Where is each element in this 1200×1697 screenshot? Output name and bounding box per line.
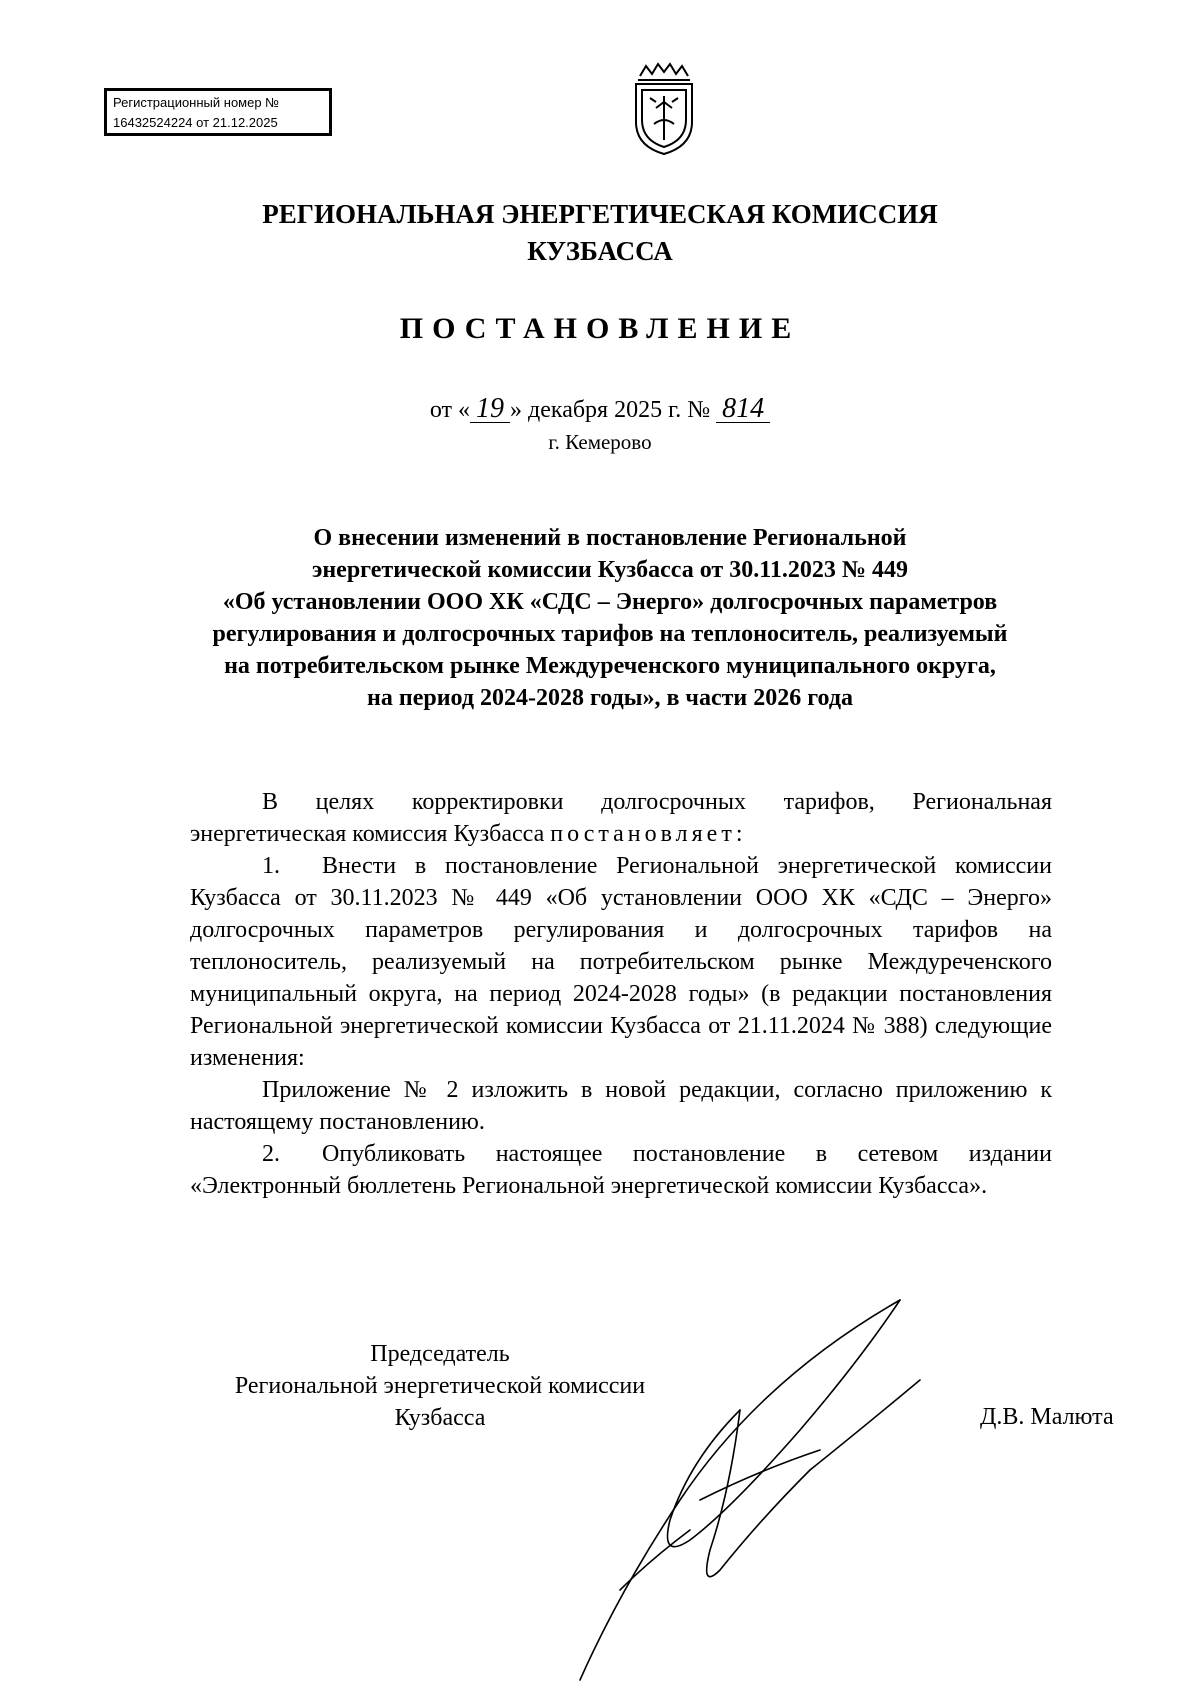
document-type-title: ПОСТАНОВЛЕНИЕ — [399, 312, 801, 345]
signatory-title-line2: Региональной энергетической комиссии — [234, 1373, 646, 1399]
subject-line: энергетической комиссии Кузбасса от 30.11.2023 № 449 — [311, 557, 909, 583]
signatory-title-line3: Кузбасса — [394, 1405, 486, 1431]
body-item-1-sub: Приложение № 2 изложить в новой редакции, согласно приложению к настоящему постановлению. — [190, 1077, 1052, 1135]
date-month-year: » декабря 2025 г. № — [510, 397, 711, 423]
document-city: г. Кемерово — [548, 430, 652, 454]
subject-line: О внесении изменений в постановление Региональной — [313, 525, 907, 551]
item-2-text: Опубликовать настоящее постановление в сетевом издании «Электронный бюллетень Региональной энергетической комиссии Кузбасса». — [190, 1141, 1052, 1199]
body-item-1 — [190, 850, 1052, 1074]
item-1-text: Внести в постановление Региональной энергетической комиссии Кузбасса от 30.11.2023 № 449 «Об установлении ООО ХК «СДС – Энерго» долгосрочных параметров регулирования и долгосрочных тарифов на теплоноситель, реализуемый на потребительском рынке Междуреченского муниципальный округа, на период 2024-2028 годы» (в редакции постановления Региональной энергетической комиссии Кузбасса от 21.11.2024 № 388) следующие изменения: — [190, 853, 1052, 1071]
signatory-name: Д.В. Малюта — [980, 1404, 1114, 1430]
kuzbass-coat-of-arms-icon — [626, 62, 702, 158]
document-subject — [150, 522, 1070, 714]
registration-number-label: Регистрационный номер № — [113, 95, 280, 110]
body-intro — [190, 786, 1052, 850]
intro-decree-word: постановляет: — [550, 821, 747, 847]
handwritten-signature — [560, 1290, 1000, 1690]
agency-name-line2: КУЗБАССА — [527, 236, 673, 266]
registration-stamp — [104, 88, 332, 136]
item-1-number: 1. — [262, 853, 280, 879]
document-number-handwritten: 814 — [716, 396, 770, 423]
body-item-2 — [190, 1138, 1052, 1202]
subject-line: регулирования и долгосрочных тарифов на теплоноситель, реализуемый — [212, 621, 1008, 647]
signatory-title-line1: Председатель — [370, 1341, 510, 1367]
item-2-number: 2. — [262, 1141, 280, 1167]
intro-text: В целях корректировки долгосрочных тарифов, Региональная энергетическая комиссия Кузбасса — [190, 789, 1052, 847]
date-prefix: от « — [429, 397, 471, 423]
date-day-handwritten: 19 — [470, 396, 510, 423]
registration-number-value: 16432524224 от 21.12.2025 — [113, 115, 278, 130]
document-body — [190, 786, 1052, 1202]
subject-line: «Об установлении ООО ХК «СДС – Энерго» долгосрочных параметров — [222, 589, 998, 615]
agency-name-line1: РЕГИОНАЛЬНАЯ ЭНЕРГЕТИЧЕСКАЯ КОМИССИЯ — [262, 199, 938, 229]
agency-name — [0, 196, 1200, 270]
subject-line: на потребительском рынке Междуреченского муниципального округа, — [224, 653, 996, 679]
document-date-line — [0, 394, 1200, 426]
subject-line: на период 2024-2028 годы», в части 2026 года — [367, 685, 853, 711]
